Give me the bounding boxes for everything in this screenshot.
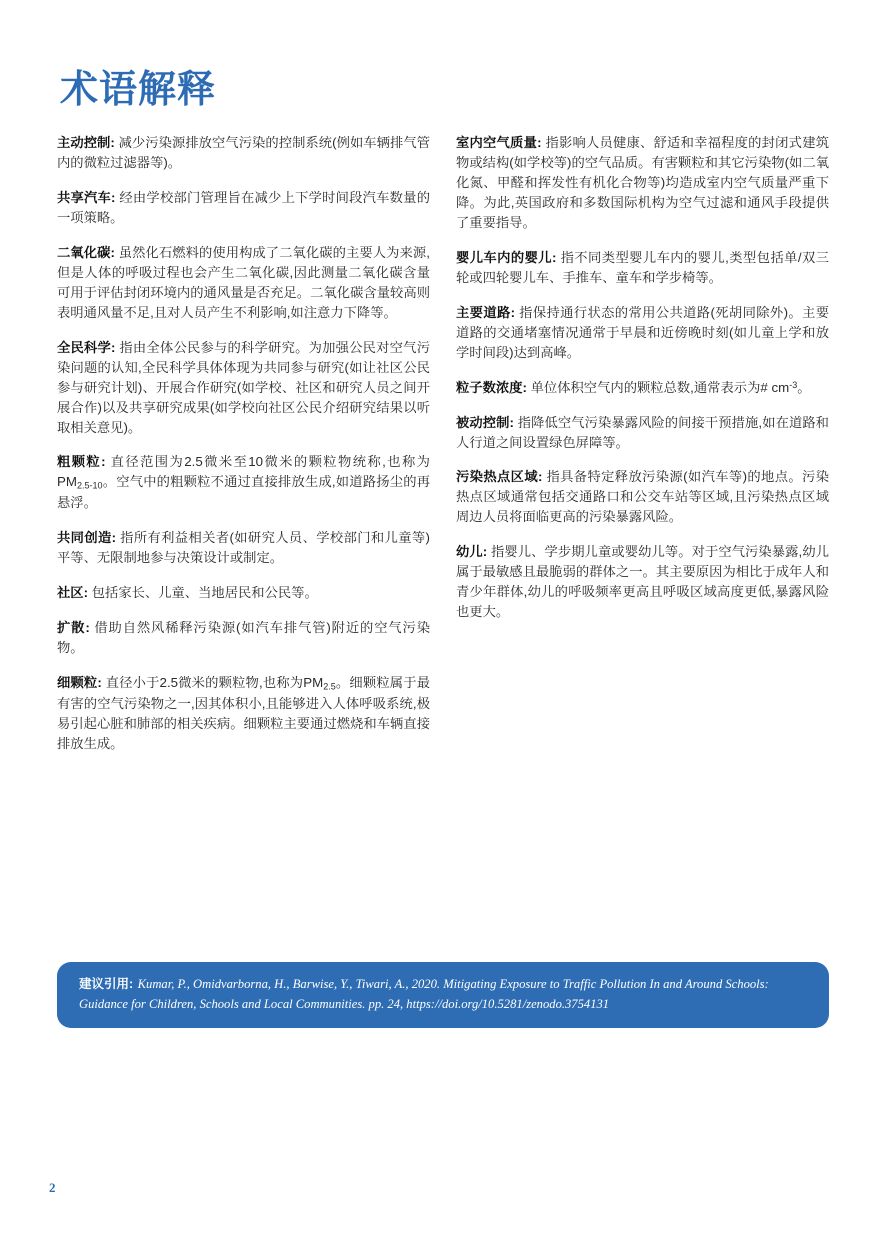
glossary-entry <box>456 378 829 398</box>
glossary-term: 二氧化碳: <box>57 245 115 261</box>
glossary-term: 室内空气质量: <box>456 135 542 151</box>
glossary-columns <box>57 120 829 753</box>
glossary-entry <box>456 542 829 622</box>
unit-superscript: -3 <box>789 379 798 390</box>
glossary-definition: 指由全体公民参与的科学研究。为加强公民对空气污染问题的认知,全民科学具体体现为共同参与研究(如让社区公民参与研究计划)、开展合作研究(如学校、社区和研究人员之间开展合作)以及共享研究成果(如学校向社区公民介绍研究结果以听取相关意见)。 <box>57 339 430 435</box>
glossary-right-column <box>456 120 829 622</box>
suggested-citation-banner <box>57 962 829 1028</box>
glossary-term: 主动控制: <box>57 135 115 151</box>
glossary-definition: 单位体积空气内的颗粒总数,通常表示为# $cm^{-3}$。 <box>530 379 811 395</box>
glossary-definition: 指不同类型婴儿车内的婴儿,类型包括单/双三轮或四轮婴儿车、手推车、童车和学步椅等。 <box>456 249 829 285</box>
glossary-entry <box>57 673 430 754</box>
glossary-entry <box>57 188 430 228</box>
glossary-entry <box>456 467 829 527</box>
glossary-left-column <box>57 120 430 753</box>
glossary-definition: 指所有利益相关者(如研究人员、学校部门和儿童等)平等、无限制地参与决策设计或制定。 <box>57 530 430 566</box>
glossary-entry <box>57 133 430 173</box>
page-number: 2 <box>49 1180 56 1195</box>
glossary-entry <box>456 133 829 233</box>
glossary-definition: 包括家长、儿童、当地居民和公民等。 <box>91 585 318 601</box>
glossary-entry <box>57 452 430 513</box>
glossary-term: 细颗粒: <box>57 674 102 690</box>
glossary-definition: 指保持通行状态的常用公共道路(死胡同除外)。主要道路的交通堵塞情况通常于早晨和近傍晚时刻(如儿童上学和放学时间段)达到高峰。 <box>456 304 829 360</box>
pm-subscript: 2.5 <box>323 681 336 692</box>
pm-subscript: 2.5-10 <box>76 480 103 491</box>
glossary-definition: 虽然化石燃料的使用构成了二氧化碳的主要人为来源,但是人体的呼吸过程也会产生二氧化碳,因此测量二氧化碳含量可用于评估封闭环境内的通风量是否充足。二氧化碳含量较高则表明通风量不足,且对人员产生不利影响,如注意力下降等。 <box>57 245 430 320</box>
glossary-term: 扩散: <box>57 619 90 635</box>
glossary-definition: 减少污染源排放空气污染的控制系统(例如车辆排气管内的微粒过滤器等)。 <box>57 135 430 171</box>
glossary-definition: 直径范围为2.5微米至10微米的颗粒物统称,也称为$PM_{2.5-10}$。空气中的粗颗粒不通过直接排放生成,如道路扬尘的再悬浮。 <box>57 454 430 511</box>
glossary-term: 社区: <box>57 585 89 601</box>
glossary-definition: 经由学校部门管理旨在减少上下学时间段汽车数量的一项策略。 <box>57 190 430 226</box>
glossary-definition: 指降低空气污染暴露风险的间接干预措施,如在道路和人行道之间设置绿色屏障等。 <box>456 414 829 450</box>
glossary-term: 被动控制: <box>456 414 514 430</box>
glossary-term: 污染热点区域: <box>456 469 543 485</box>
page-title: 术语解释 <box>60 69 217 112</box>
glossary-definition: 指具备特定释放污染源(如汽车等)的地点。污染热点区域通常包括交通路口和公交车站等区域,且污染热点区域周边人员将面临更高的污染暴露风险。 <box>456 469 829 525</box>
glossary-term: 全民科学: <box>57 339 116 355</box>
glossary-entry <box>456 413 829 453</box>
glossary-definition: 借助自然风稀释污染源(如汽车排气管)附近的空气污染物。 <box>57 619 431 655</box>
glossary-term: 婴儿车内的婴儿: <box>456 249 557 265</box>
glossary-term: 幼儿: <box>456 544 488 560</box>
glossary-entry <box>456 248 829 288</box>
glossary-entry <box>57 528 430 568</box>
glossary-entry <box>57 618 430 658</box>
glossary-entry <box>57 338 430 438</box>
glossary-term: 粗颗粒: <box>57 454 106 470</box>
glossary-definition: 直径小于2.5微米的颗粒物,也称为$PM_{2.5}$。细颗粒属于最有害的空气污染物之一,因其体积小,且能够进入人体呼吸系统,极易引起心脏和肺部的相关疾病。细颗粒主要通过燃烧和车辆直接排放生成。 <box>57 674 431 751</box>
citation-label: 建议引用: <box>79 977 134 991</box>
glossary-entry <box>57 583 430 603</box>
glossary-term: 共同创造: <box>57 530 117 546</box>
glossary-entry <box>456 303 829 363</box>
glossary-term: 主要道路: <box>456 304 516 320</box>
glossary-entry <box>57 243 430 323</box>
glossary-term: 粒子数浓度: <box>456 379 527 395</box>
glossary-definition: 指婴儿、学步期儿童或婴幼儿等。对于空气污染暴露,幼儿属于最敏感且最脆弱的群体之一。其主要原因为相比于成年人和青少年群体,幼儿的呼吸频率更高且呼吸区域高度更低,暴露风险也更大。 <box>456 544 829 620</box>
glossary-definition: 指影响人员健康、舒适和幸福程度的封闭式建筑物或结构(如学校等)的空气品质。有害颗粒和其它污染物(如二氧化氮、甲醛和挥发性有机化合物等)均造成室内空气质量严重下降。为此,英国政府和多数国际机构为空气过滤和通风手段提供了重要指导。 <box>456 135 829 231</box>
citation-text: Kumar, P., Omidvarborna, H., Barwise, Y., Tiwari, A., 2020. Mitigating Exposure to Traffic Pollution In and Around Schools: Guidance for Children, Schools and Local Communities. pp. 24, https://doi.org/10.5281/zenodo.3754131 <box>79 977 769 1012</box>
glossary-term: 共享汽车: <box>57 190 116 206</box>
